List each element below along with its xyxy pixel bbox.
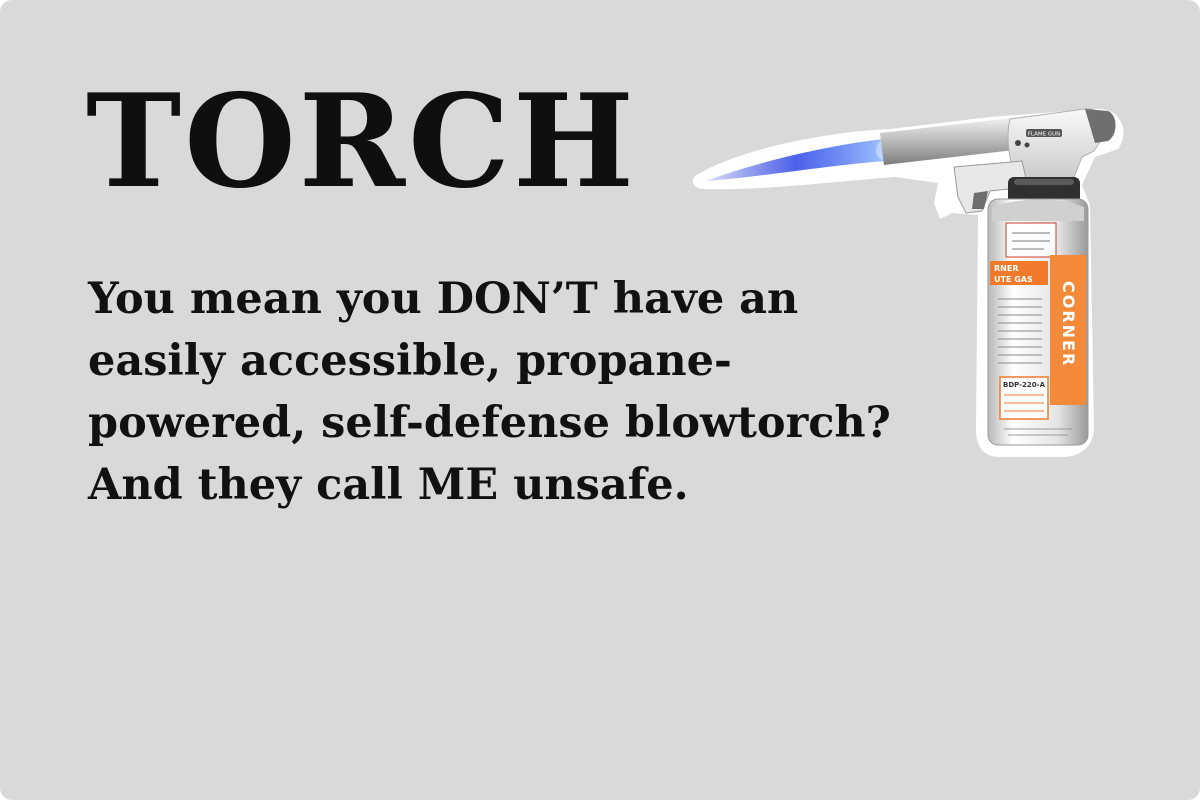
warning-label [1006, 223, 1056, 257]
gun-label: FLAME GUN [1027, 131, 1061, 138]
can-model: BDP-220-A [1003, 381, 1045, 389]
vent [1015, 140, 1021, 146]
description-line: powered, self-defense blowtorch? [88, 398, 891, 448]
card-title: TORCH [86, 67, 637, 217]
can-label-gas: UTE GAS [994, 275, 1033, 284]
description-line: You mean you DON’T have an [88, 274, 799, 324]
description-line: easily accessible, propane- [88, 336, 732, 386]
collar-highlight [1014, 179, 1074, 185]
blowtorch-icon [690, 95, 1160, 465]
can-label-top: RNER [994, 264, 1019, 273]
vent [1025, 143, 1030, 148]
description-line: And they call ME unsafe. [88, 460, 689, 510]
can-brand: CORNER [1059, 281, 1078, 368]
